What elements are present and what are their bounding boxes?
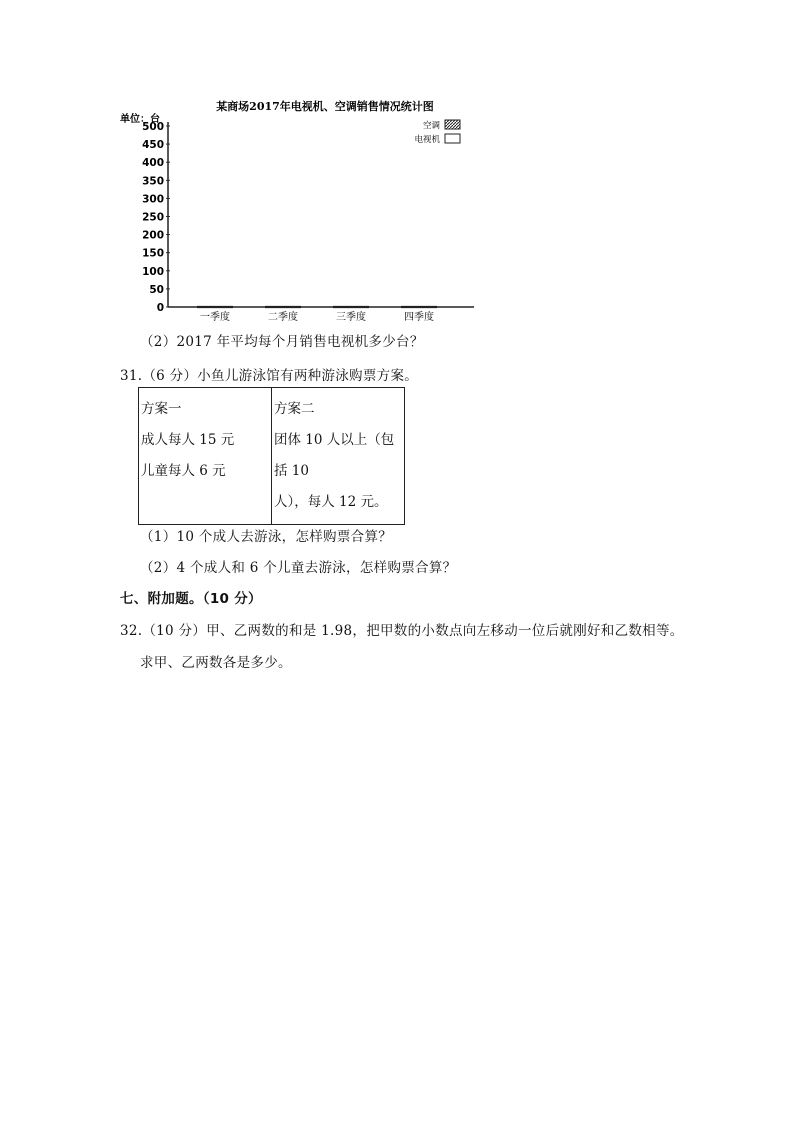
question-31-2: （2）4 个成人和 6 个儿童去游泳，怎样购票合算？ [140, 560, 457, 576]
y-tick-label: 500 [142, 121, 164, 133]
x-category-label: 二季度 [268, 312, 298, 323]
legend-label: 空调 [422, 121, 440, 131]
y-tick-label: 50 [149, 283, 164, 296]
question-32-line-1: 32.（10 分）甲、乙两数的和是 1.98，把甲数的小数点向左移动一位后就刚好和乙数相等。 [120, 623, 684, 639]
x-category-label: 一季度 [200, 312, 230, 323]
x-category-label: 三季度 [336, 312, 366, 323]
y-axis-ticks [142, 121, 170, 314]
ticket-plans-table [138, 387, 405, 525]
y-tick-label: 400 [142, 157, 164, 170]
y-tick-label: 300 [142, 193, 164, 206]
y-tick-label: 200 [142, 229, 164, 242]
plan-one-title: 方案一 [141, 401, 182, 417]
question-31-1: （1）10 个成人去游泳，怎样购票合算？ [140, 529, 393, 545]
sales-chart-svg [120, 92, 480, 324]
chart-title: 某商场2017年电视机、空调销售情况统计图 [216, 100, 434, 113]
section-7-heading: 七、附加题。（10 分） [120, 591, 262, 607]
plan-two-title: 方案二 [274, 401, 315, 417]
legend-swatch [445, 134, 460, 143]
plan-two-line-3: 人），每人 12 元。 [274, 494, 388, 510]
legend-swatch [445, 120, 460, 129]
question-32-line-2: 求甲、乙两数各是多少。 [140, 655, 292, 671]
question-30-2: （2）2017 年平均每个月销售电视机多少台？ [140, 334, 424, 350]
x-axis-categories [197, 307, 437, 323]
plan-one-cell [139, 388, 272, 525]
question-31-title: 31.（6 分）小鱼儿游泳馆有两种游泳购票方案。 [120, 368, 419, 384]
y-tick-label: 100 [142, 265, 164, 278]
plan-one-adult-price: 成人每人 15 元 [141, 432, 235, 448]
sales-chart [120, 92, 480, 324]
y-tick-label: 450 [142, 139, 164, 152]
x-category-label: 四季度 [404, 312, 434, 323]
y-tick-label: 0 [156, 302, 164, 314]
y-tick-label: 250 [142, 211, 164, 224]
chart-legend [414, 120, 460, 145]
y-tick-label: 150 [142, 247, 164, 260]
plan-one-child-price: 儿童每人 6 元 [141, 463, 226, 479]
chart-unit-label: 单位：台 [120, 114, 160, 125]
y-tick-label: 350 [142, 175, 164, 188]
plan-two-cell [272, 388, 405, 525]
plan-two-line-1: 团体 10 人以上（包 [274, 432, 395, 448]
legend-label: 电视机 [414, 135, 440, 145]
plan-two-line-2: 括 10 [274, 463, 309, 479]
